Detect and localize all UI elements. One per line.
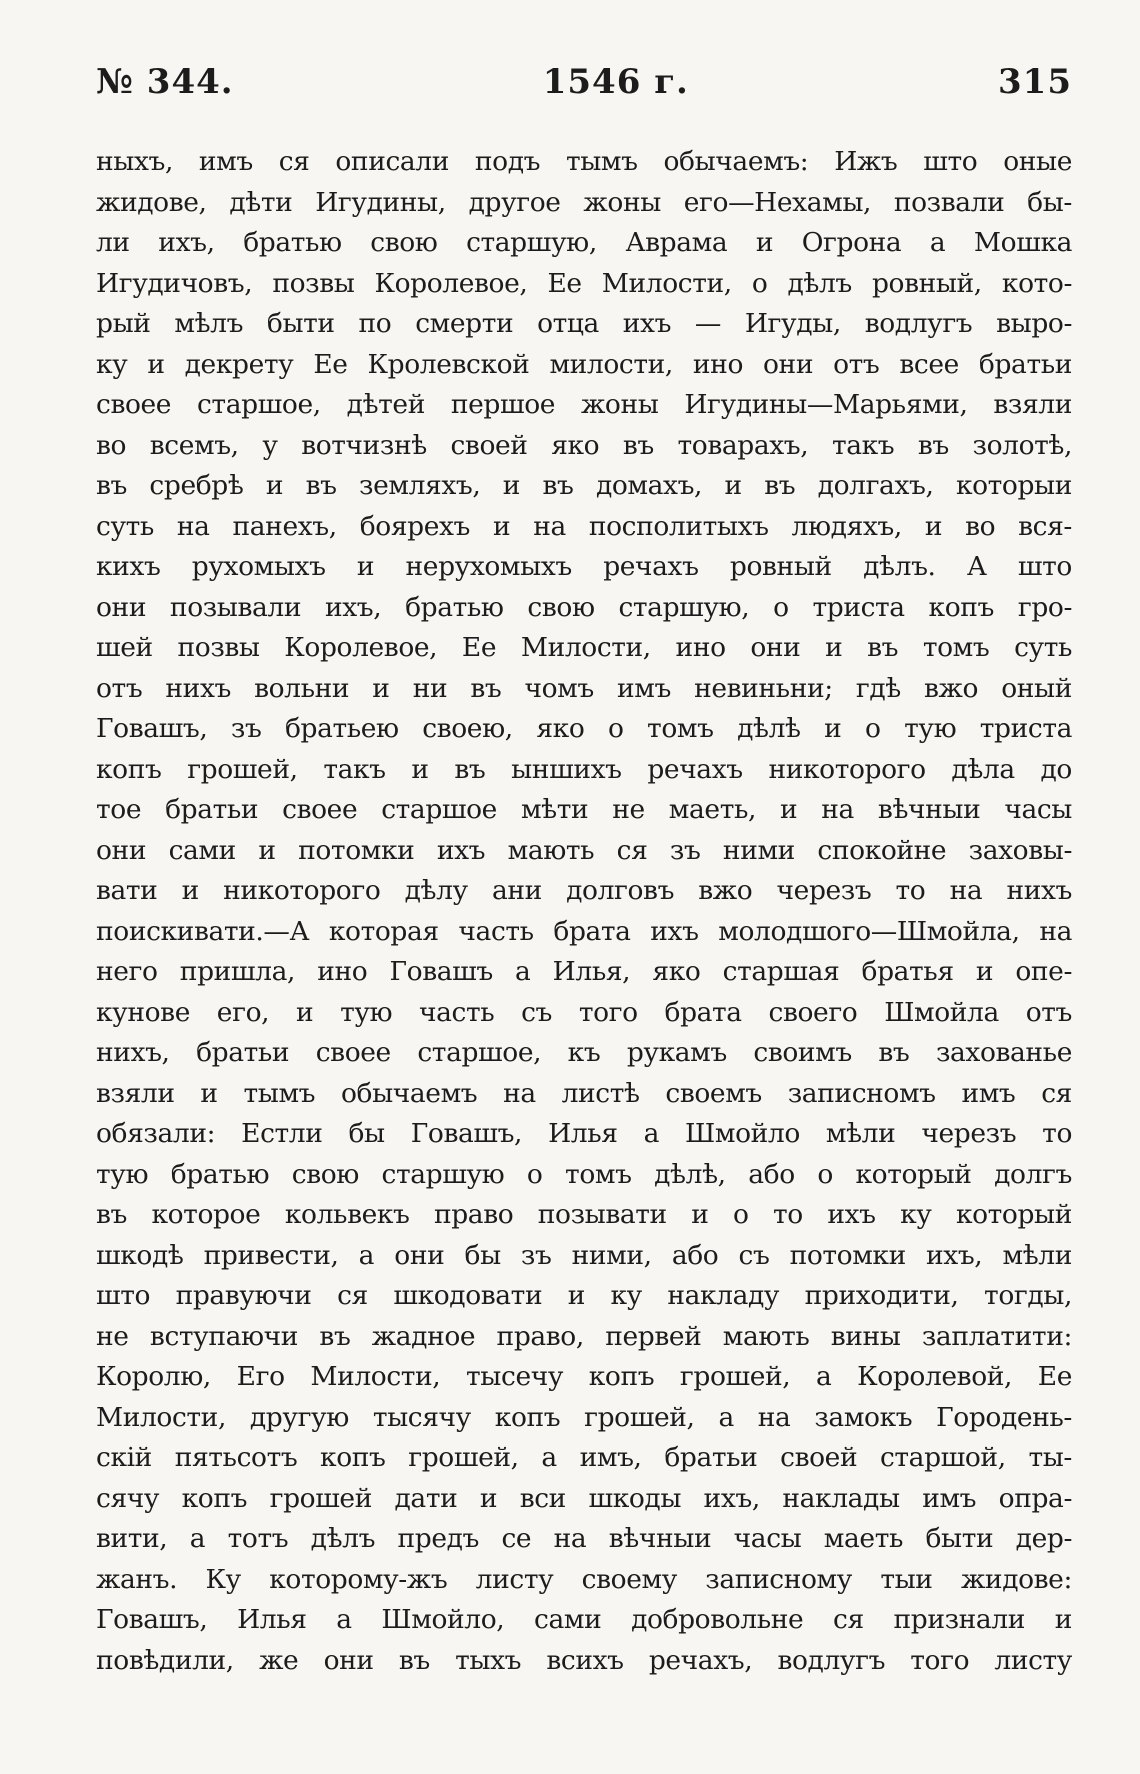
text-line: рый мѣлъ быти по смерти отца ихъ — Игуды, водлугъ выро- — [96, 308, 1072, 339]
text-line: тое братьи своее старшое мѣти не маеть, и на вѣчныи часы — [96, 794, 1072, 825]
text-line: тую братью свою старшую о томъ дѣлѣ, або о который долгъ — [96, 1158, 1072, 1190]
document-number: № 344. — [96, 62, 234, 102]
text-line: вати и никоторого дѣлу ани долговъ вжо черезъ то на нихъ — [96, 875, 1072, 906]
text-line: не вступаючи въ жадное право, первей мають вины заплатити: — [96, 1320, 1072, 1352]
page-header — [96, 62, 1072, 112]
text-line: скій пятьсотъ копъ грошей, а имъ, братьи своей старшой, ты- — [96, 1442, 1072, 1473]
text-line: жанъ. Ку которому-жъ листу своему записному тыи жидове: — [96, 1563, 1072, 1595]
text-line: што правуючи ся шкодовати и ку накладу приходити, тогды, — [96, 1280, 1072, 1311]
text-line: Королю, Его Милости, тысечу копъ грошей, а Королевой, Ее — [96, 1361, 1072, 1392]
text-line: копъ грошей, такъ и въ ыншихъ речахъ никоторого дѣла до — [96, 753, 1072, 785]
text-line: своее старшое, дѣтей першое жоны Игудины—Марьями, взяли — [96, 389, 1072, 420]
text-line: отъ нихъ вольни и ни въ чомъ имъ невиньни; гдѣ вжо оный — [96, 672, 1072, 704]
text-line: него пришла, ино Говашъ а Илья, яко старшая братья и опе- — [96, 956, 1072, 987]
text-line: въ которое кольвекъ право позывати и о то ихъ ку который — [96, 1199, 1072, 1230]
text-line: Говашъ, зъ братьею своею, яко о томъ дѣлѣ и о тую триста — [96, 713, 1072, 744]
text-line: суть на панехъ, боярехъ и на посполитыхъ людяхъ, и во вся- — [96, 510, 1072, 542]
text-line: шкодѣ привести, а они бы зъ ними, або съ потомки ихъ, мѣли — [96, 1239, 1072, 1271]
text-line: повѣдили, же они въ тыхъ всихъ речахъ, водлугъ того листу — [96, 1644, 1072, 1676]
text-line: они сами и потомки ихъ мають ся зъ ними спокойне заховы- — [96, 834, 1072, 866]
text-line: во всемъ, у вотчизнѣ своей яко въ товарахъ, такъ въ золотѣ, — [96, 429, 1072, 461]
text-line: взяли и тымъ обычаемъ на листѣ своемъ записномъ имъ ся — [96, 1077, 1072, 1109]
text-line: Милости, другую тысячу копъ грошей, а на замокъ Городень- — [96, 1401, 1072, 1433]
text-line: они позывали ихъ, братью свою старшую, о триста копъ гро- — [96, 591, 1072, 623]
text-line: жидове, дѣти Игудины, другое жоны его—Нехамы, позвали бы- — [96, 186, 1072, 218]
document-year: 1546 г. — [542, 62, 689, 102]
text-line: поискивати.—А которая часть брата ихъ молодшого—Шмойла, на — [96, 915, 1072, 947]
text-line: ку и декрету Ее Кролевской милости, ино они отъ всее братьи — [96, 348, 1072, 380]
text-line: кунове его, и тую часть съ того брата своего Шмойла отъ — [96, 996, 1072, 1028]
text-line: нихъ, братьи своее старшое, къ рукамъ своимъ въ захованье — [96, 1037, 1072, 1068]
text-line: Говашъ, Илья а Шмойло, сами добровольне ся признали и — [96, 1604, 1072, 1635]
body-text — [96, 142, 1072, 1681]
text-line: Игудичовъ, позвы Королевое, Ее Милости, о дѣлъ ровный, кото- — [96, 267, 1072, 299]
text-line: ныхъ, имъ ся описали подъ тымъ обычаемъ: Ижъ што оные — [96, 146, 1072, 177]
text-line: вити, а тотъ дѣлъ предъ се на вѣчныи часы маеть быти дер- — [96, 1523, 1072, 1554]
text-line: кихъ рухомыхъ и нерухомыхъ речахъ ровный дѣлъ. А што — [96, 551, 1072, 582]
page-number: 315 — [998, 62, 1072, 102]
text-line: обязали: Естли бы Говашъ, Илья а Шмойло мѣли черезъ то — [96, 1118, 1072, 1149]
text-line: сячу копъ грошей дати и вси шкоды ихъ, наклады имъ опра- — [96, 1482, 1072, 1514]
text-line: шей позвы Королевое, Ее Милости, ино они и въ томъ суть — [96, 632, 1072, 663]
text-line: ли ихъ, братью свою старшую, Аврама и Огрона а Мошка — [96, 227, 1072, 258]
text-line: въ сребрѣ и въ земляхъ, и въ домахъ, и въ долгахъ, которыи — [96, 470, 1072, 501]
